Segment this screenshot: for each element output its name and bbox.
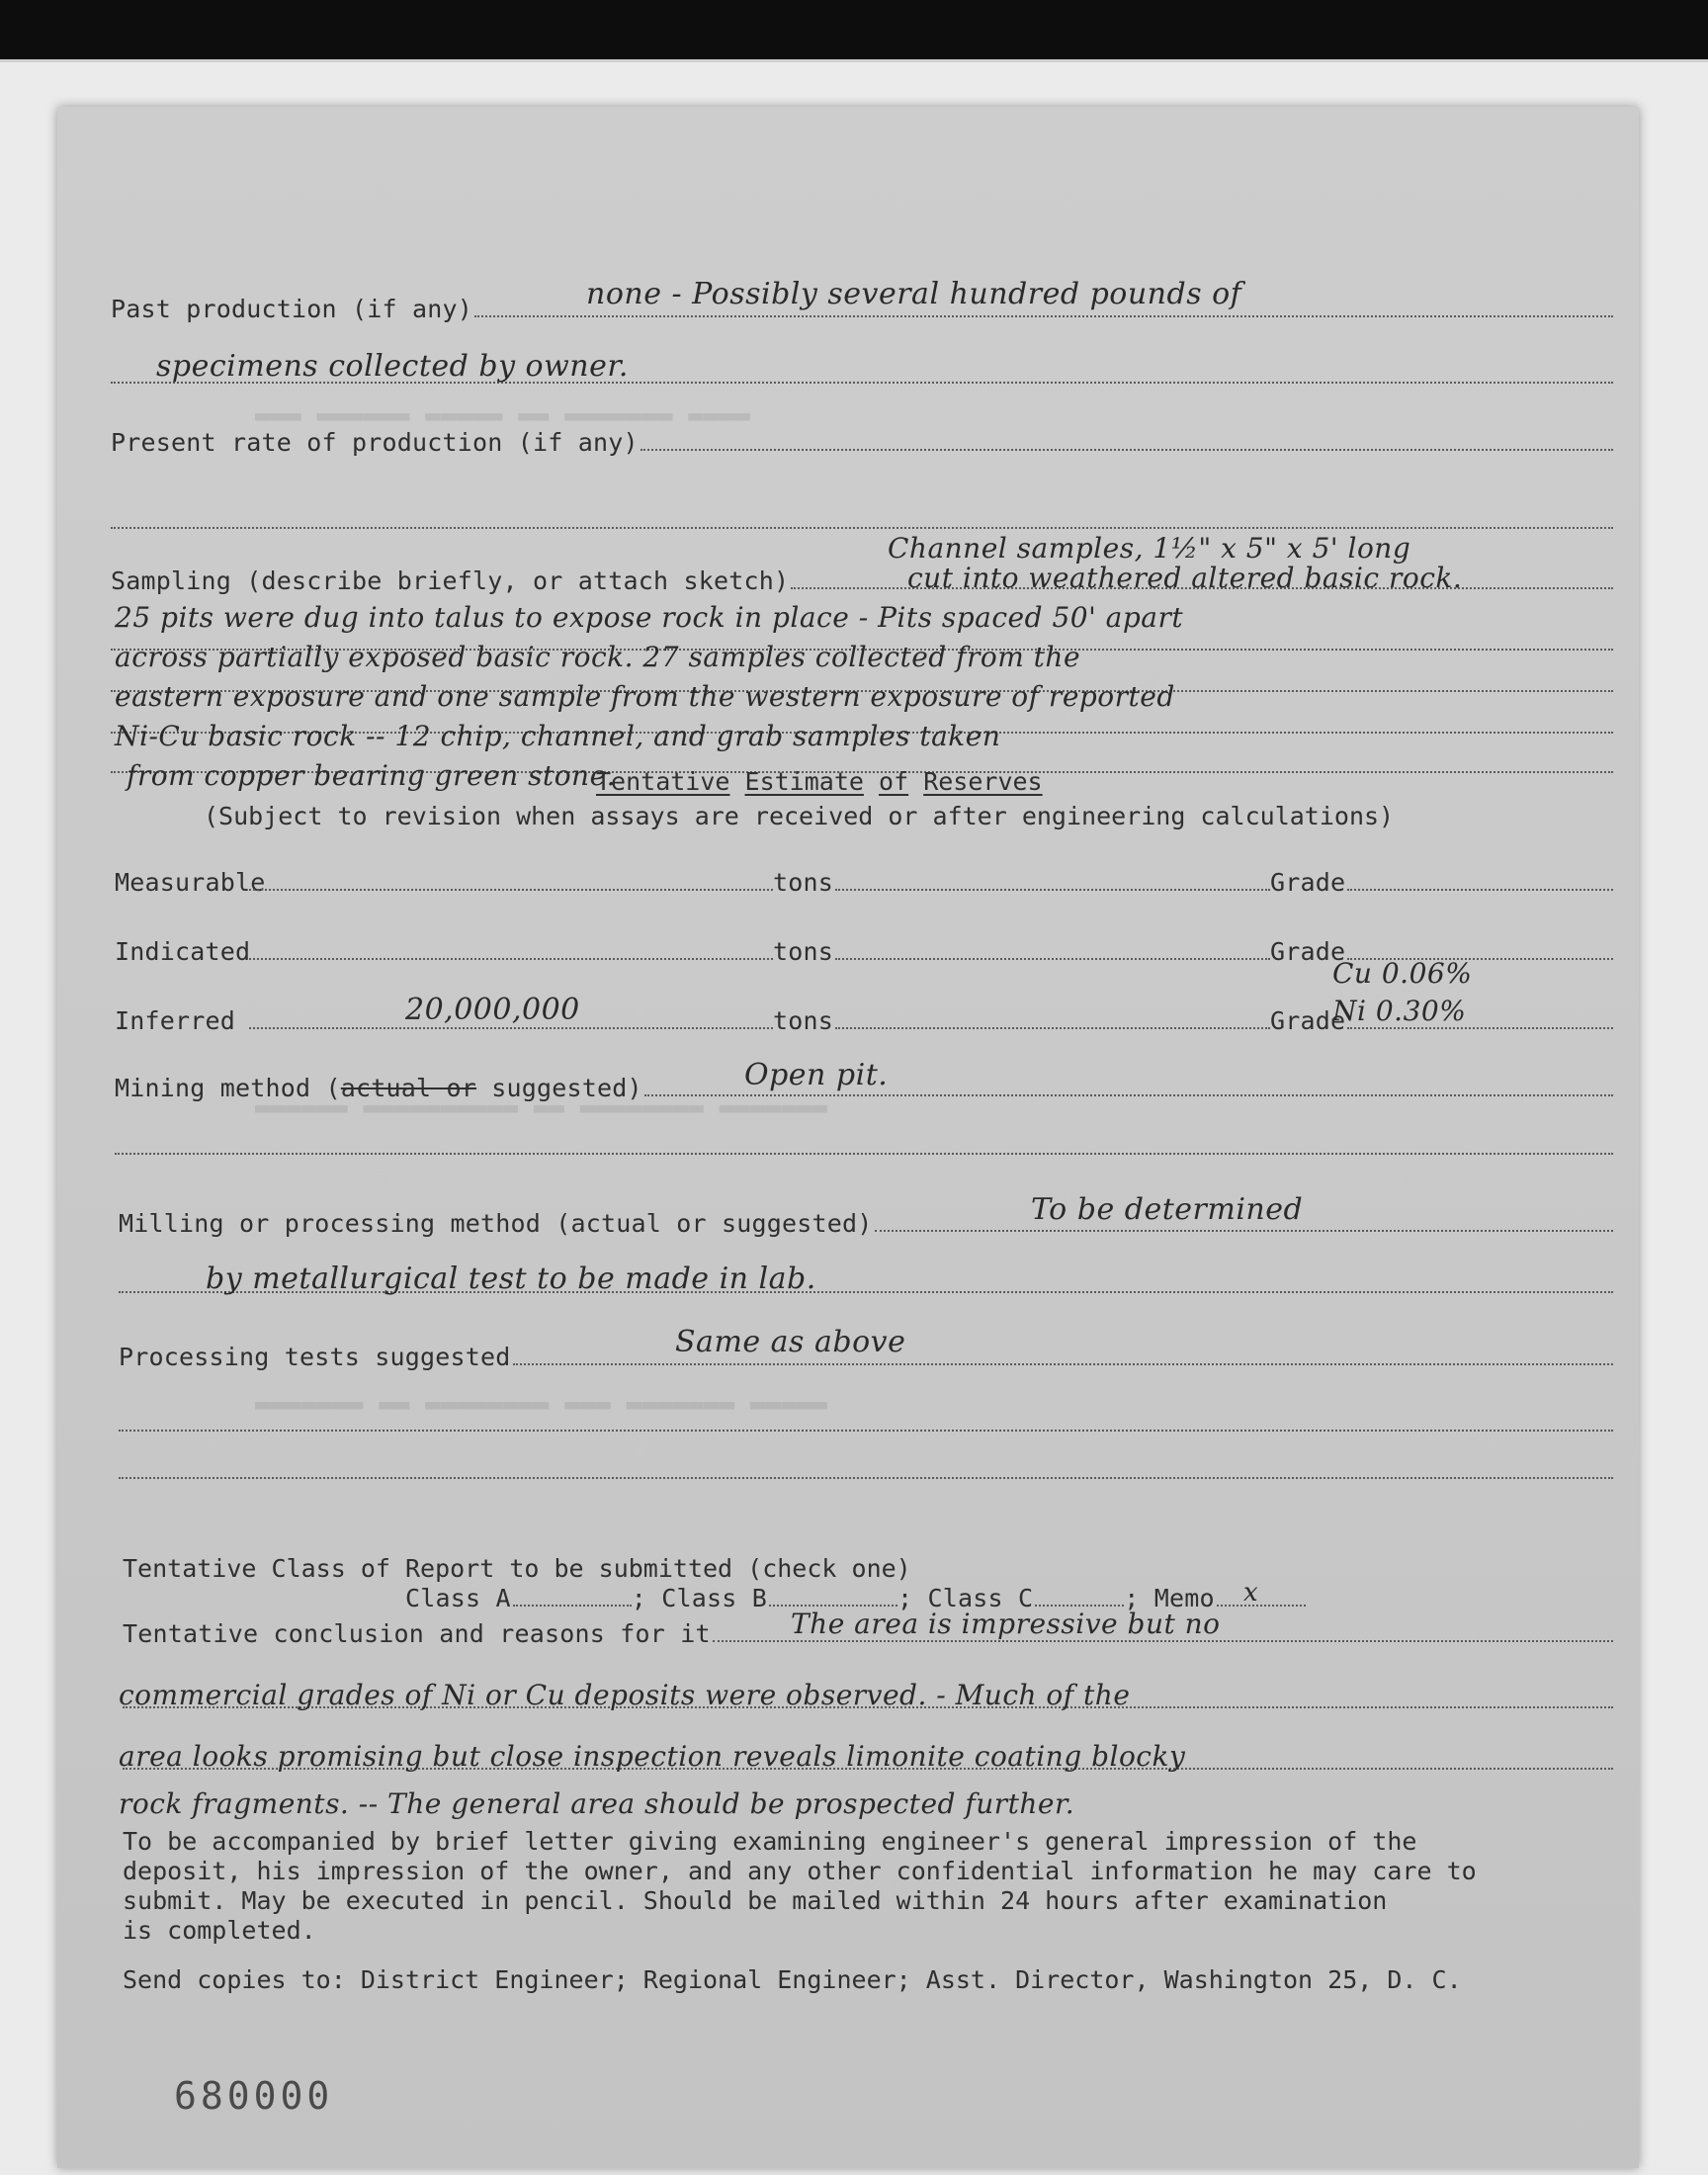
fill-line — [249, 887, 773, 891]
milling-value: To be determined — [1031, 1192, 1304, 1227]
present-rate-row — [111, 428, 1613, 458]
reserves-heading — [596, 767, 1043, 796]
inferred-grade-value: Ni 0.30% — [1332, 995, 1467, 1027]
conclusion-value: The area is impressive but no — [791, 1608, 1221, 1640]
mining-method-value: Open pit. — [744, 1058, 889, 1092]
mining-label-suffix: suggested) — [476, 1074, 642, 1102]
fill-line — [115, 1153, 1613, 1155]
measurable-label: Measurable — [115, 868, 266, 897]
class-c-label: ; Class C — [897, 1584, 1034, 1612]
sampling-value: Channel samples, 1½" x 5" x 5' long — [888, 532, 1411, 565]
processing-tests-label: Processing tests suggested — [119, 1343, 511, 1371]
class-b-label: ; Class B — [631, 1584, 768, 1612]
instructions-text: To be accompanied by brief letter giving examining engineer's general impression of the deposit, his impression of the owner, and any other confidential information he may care to submit. May be executed in pencil. Should be mailed within 24 hours after examination is completed. — [123, 1827, 1477, 1945]
indicated-grade-value: Cu 0.06% — [1332, 957, 1473, 990]
grade-label: Grade — [1270, 1006, 1346, 1035]
class-c-checkline[interactable] — [1035, 1603, 1124, 1607]
scanner-top-bar — [0, 0, 1708, 62]
memo-label: ; Memo — [1124, 1584, 1215, 1612]
sampling-value-5: eastern exposure and one sample from the western exposure of reported — [115, 680, 1175, 713]
bleed-through-text: ▬▬▬▬▬▬▬ ▬▬ ▬▬▬▬▬▬▬▬ ▬▬▬ ▬▬▬▬▬▬▬ ▬▬▬▬▬ — [255, 1392, 828, 1422]
sampling-value-2: cut into weathered altered basic rock. — [907, 562, 1463, 594]
sampling-value-4: across partially exposed basic rock. 27 samples collected from the — [115, 641, 1081, 673]
conclusion-label: Tentative conclusion and reasons for it — [123, 1619, 711, 1648]
milling-label: Milling or processing method (actual or suggested) — [119, 1209, 873, 1238]
heading-word: Reserves — [923, 767, 1043, 796]
sampling-label: Sampling (describe briefly, or attach sketch) — [111, 566, 790, 595]
class-a-label: Class A — [405, 1584, 511, 1612]
class-report-label: Tentative Class of Report to be submitted (check one) — [123, 1554, 911, 1583]
tons-label: tons — [773, 868, 834, 897]
send-copies-text: Send copies to: District Engineer; Regional Engineer; Asst. Director, Washington 25, D. C. — [123, 1965, 1462, 1994]
conclusion-value-3: area looks promising but close inspection reveals limonite coating blocky — [119, 1740, 1186, 1773]
sampling-value-7: from copper bearing green stone. — [127, 759, 617, 792]
heading-word: Tentative — [596, 767, 730, 796]
heading-word: of — [879, 767, 909, 796]
conclusion-value-4: rock fragments. -- The general area should be prospected further. — [119, 1787, 1075, 1820]
fill-line — [875, 1228, 1613, 1232]
fill-line — [1347, 887, 1613, 891]
fill-line — [119, 1430, 1613, 1432]
sampling-value-6: Ni-Cu basic rock -- 12 chip, channel, and grab samples taken — [115, 720, 1001, 752]
sampling-value-3: 25 pits were dug into talus to expose rock in place - Pits spaced 50' apart — [115, 601, 1184, 634]
indicated-label: Indicated — [115, 937, 251, 966]
conclusion-value-2: commercial grades of Ni or Cu deposits were observed. - Much of the — [119, 1679, 1131, 1711]
heading-word: Estimate — [744, 767, 864, 796]
fill-line — [835, 1025, 1270, 1029]
fill-line — [513, 1361, 1613, 1365]
fill-line — [835, 956, 1270, 960]
milling-row — [119, 1209, 1613, 1239]
document-stamp-number: 680000 — [174, 2074, 334, 2118]
reserves-subheading: (Subject to revision when assays are received or after engineering calculations) — [204, 802, 1395, 830]
fill-line — [640, 447, 1613, 451]
bleed-through-text: ▬▬▬▬▬▬ ▬▬▬▬▬▬▬▬▬▬ ▬▬ ▬▬▬▬▬▬▬▬ ▬▬▬▬▬▬▬ — [255, 1095, 828, 1125]
memo-check-mark: x — [1243, 1578, 1259, 1608]
fill-line — [119, 1477, 1613, 1479]
present-rate-label: Present rate of production (if any) — [111, 428, 639, 457]
fill-line — [111, 527, 1613, 529]
past-production-value: none - Possibly several hundred pounds of — [586, 277, 1242, 311]
fill-line — [835, 887, 1270, 891]
inferred-label: Inferred — [115, 1006, 236, 1035]
grade-label: Grade — [1270, 868, 1346, 897]
mining-label-prefix: Mining method ( — [115, 1074, 341, 1102]
mining-label-struck: actual or — [340, 1074, 477, 1102]
fill-line — [249, 956, 773, 960]
milling-value-cont: by metallurgical test to be made in lab. — [206, 1262, 816, 1296]
fill-line — [644, 1092, 1613, 1096]
bleed-through-text: ▬▬▬ ▬▬▬▬▬▬ ▬▬▬▬▬ ▬▬ ▬▬▬▬▬▬▬ ▬▬▬▬ — [255, 403, 750, 433]
memo-checkline[interactable] — [1217, 1603, 1306, 1607]
form-page — [57, 107, 1639, 2168]
grade-label: Grade — [1270, 937, 1346, 966]
processing-tests-value: Same as above — [675, 1325, 906, 1359]
past-production-label: Past production (if any) — [111, 295, 473, 323]
past-production-value-cont: specimens collected by owner. — [156, 349, 629, 384]
tons-label: tons — [773, 1006, 834, 1035]
fill-line — [474, 313, 1613, 317]
mining-method-label — [115, 1074, 642, 1103]
inferred-tons-value: 20,000,000 — [405, 993, 580, 1027]
class-b-checkline[interactable] — [769, 1603, 897, 1607]
measurable-row — [115, 868, 1613, 898]
tons-label: tons — [773, 937, 834, 966]
class-a-checkline[interactable] — [513, 1603, 632, 1607]
